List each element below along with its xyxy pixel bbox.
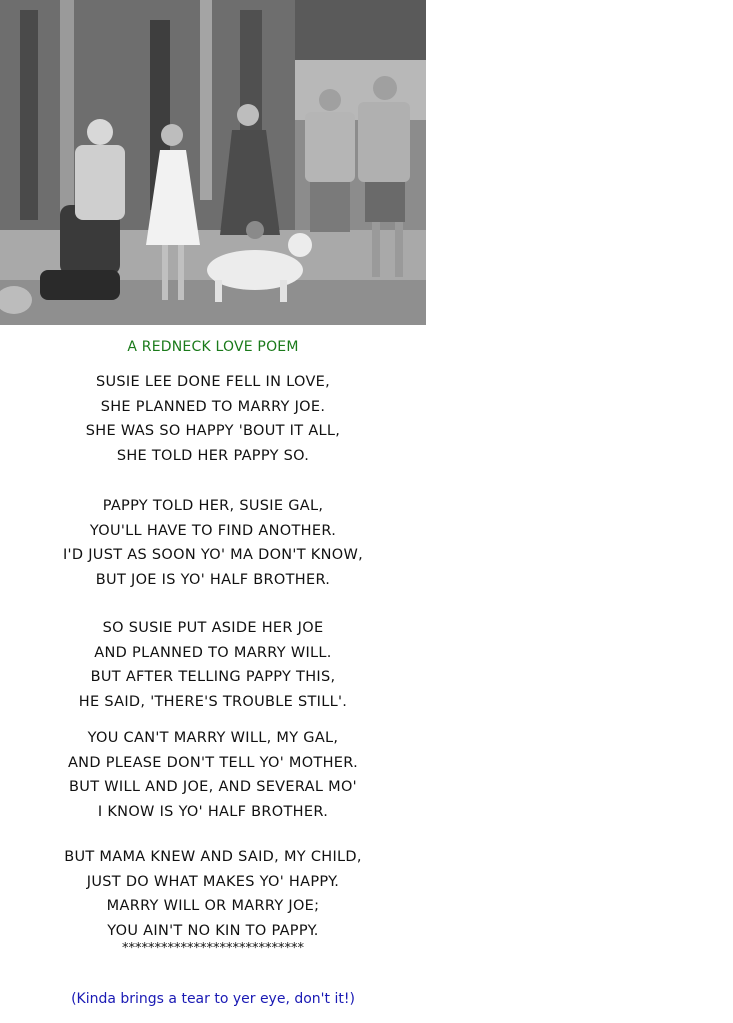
stanza-5: [0, 845, 426, 943]
poem-line: SHE WAS SO HAPPY 'BOUT IT ALL,: [85, 423, 341, 440]
poem-line: MARRY WILL OR MARRY JOE;: [106, 898, 320, 915]
stanza-3: [0, 616, 426, 714]
poem-line: YOU AIN'T NO KIN TO PAPPY.: [107, 922, 319, 939]
poem-line: JUST DO WHAT MAKES YO' HAPPY.: [86, 873, 340, 890]
stanza-1: [0, 370, 426, 468]
poem-line: HE SAID, 'THERE'S TROUBLE STILL'.: [78, 693, 348, 710]
poem-line: PAPPY TOLD HER, SUSIE GAL,: [102, 498, 324, 514]
poem-line: BUT AFTER TELLING PAPPY THIS,: [90, 669, 336, 686]
poem-line: BUT MAMA KNEW AND SAID, MY CHILD,: [64, 849, 362, 865]
poem-line: AND PLANNED TO MARRY WILL.: [94, 644, 332, 661]
poem-title: A REDNECK LOVE POEM: [127, 339, 299, 355]
family-photo: [0, 0, 426, 325]
stanza-2: [0, 494, 426, 592]
poem-line: BUT WILL AND JOE, AND SEVERAL MO': [69, 779, 357, 796]
poem-line: BUT JOE IS YO' HALF BROTHER.: [95, 571, 331, 588]
poem-line: SHE TOLD HER PAPPY SO.: [116, 447, 310, 464]
poem-line: I'D JUST AS SOON YO' MA DON'T KNOW,: [62, 547, 364, 564]
poem-line: YOU CAN'T MARRY WILL, MY GAL,: [87, 730, 339, 746]
poem-line: I KNOW IS YO' HALF BROTHER.: [97, 803, 329, 820]
poem-line: SUSIE LEE DONE FELL IN LOVE,: [95, 374, 331, 390]
poem-line: AND PLEASE DON'T TELL YO' MOTHER.: [67, 754, 359, 771]
poem-line: YOU'LL HAVE TO FIND ANOTHER.: [89, 522, 337, 539]
poem-line: SO SUSIE PUT ASIDE HER JOE: [102, 620, 324, 636]
poem-line: SHE PLANNED TO MARRY JOE.: [100, 398, 326, 415]
stanza-4: [0, 726, 426, 824]
tagline: (Kinda brings a tear to yer eye, don't it!): [71, 991, 355, 1007]
star-separator: ****************************: [122, 941, 304, 956]
